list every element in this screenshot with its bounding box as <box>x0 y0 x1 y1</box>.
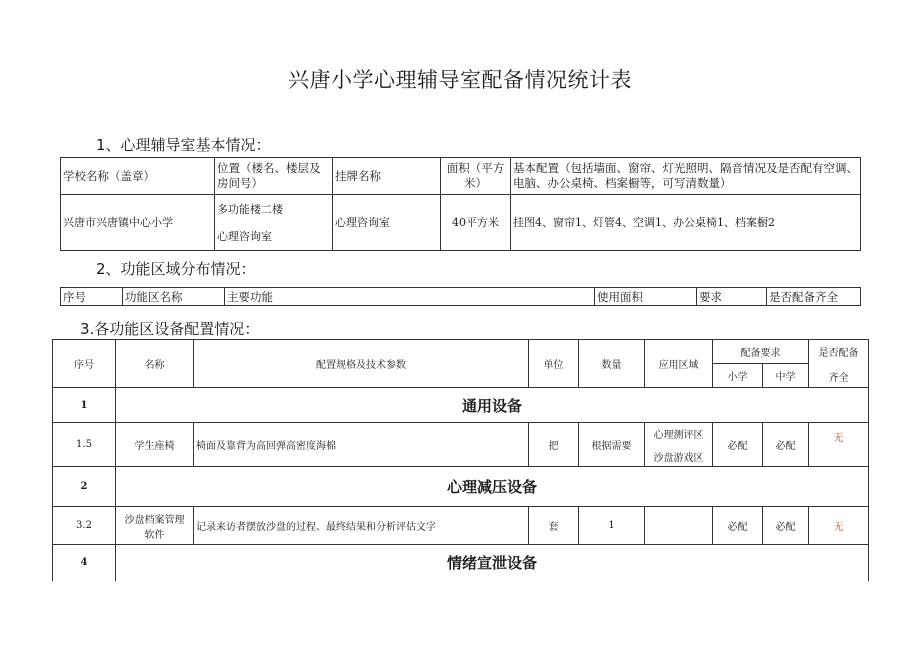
fa-no-header: 序号 <box>61 288 123 306</box>
basic-info-value-row <box>61 195 861 251</box>
config-value <box>511 195 861 251</box>
room-name-value <box>333 195 441 251</box>
eq-item-area <box>645 423 713 467</box>
eq-middle-header: 中学 <box>763 364 809 388</box>
eq-complete-header-line-2: 齐全 <box>828 372 849 384</box>
eq-category-title: 通用设备 <box>116 388 869 423</box>
section-3-heading: 3.各功能区设备配置情况： <box>80 320 260 338</box>
eq-primary-header: 小学 <box>713 364 763 388</box>
eq-qty-header: 数量 <box>579 340 645 388</box>
room-name-header: 挂牌名称 <box>333 158 441 195</box>
eq-item-spec: 记录来访者摆放沙盘的过程、最终结果和分析评估文字 <box>194 507 529 545</box>
eq-no-header: 序号 <box>53 340 116 388</box>
eq-name-header: 名称 <box>116 340 194 388</box>
function-area-header-row <box>61 288 861 306</box>
eq-item-area-line-2: 沙盘游戏区 <box>653 452 704 464</box>
school-name-value <box>61 195 215 251</box>
location-line-1: 多功能楼二楼 <box>217 202 283 216</box>
eq-unit-header: 单位 <box>529 340 579 388</box>
eq-item-name: 学生座椅 <box>116 423 194 467</box>
eq-category-no: 4 <box>53 545 116 581</box>
eq-item-name-line-1: 沙盘档案管理 <box>124 514 185 526</box>
eq-category-no: 1 <box>53 388 116 423</box>
location-value <box>215 195 333 251</box>
area-header: 面积（平方米） <box>441 158 511 195</box>
eq-header-row-1 <box>53 340 869 364</box>
basic-info-header-row <box>61 158 861 195</box>
eq-item-area-line-1: 心理测评区 <box>653 429 704 441</box>
eq-complete-header <box>809 340 869 388</box>
eq-item-no: 1.5 <box>53 423 116 467</box>
eq-category-title: 情绪宣泄设备 <box>116 545 869 581</box>
area-text: 40平方米 <box>452 216 499 229</box>
eq-spec-header: 配置规格及技术参数 <box>194 340 529 388</box>
page-title: 兴唐小学心理辅导室配备情况统计表 <box>288 68 632 92</box>
section-1-heading: 1、心理辅导室基本情况： <box>96 136 271 154</box>
eq-category-no: 2 <box>53 467 116 507</box>
eq-item-complete: 无 <box>809 507 869 545</box>
eq-req-header: 配备要求 <box>713 340 809 364</box>
eq-category-row <box>53 467 869 507</box>
fa-name-header: 功能区名称 <box>123 288 225 306</box>
eq-item-row <box>53 423 869 467</box>
school-name-text: 兴唐市兴唐镇中心小学 <box>63 216 173 229</box>
eq-category-title: 心理减压设备 <box>116 467 869 507</box>
eq-category-row <box>53 388 869 423</box>
eq-item-qty: 根据需要 <box>579 423 645 467</box>
eq-category-row <box>53 545 869 581</box>
eq-item-qty: 1 <box>579 507 645 545</box>
function-area-table <box>60 287 861 306</box>
eq-item-no: 3.2 <box>53 507 116 545</box>
eq-item-primary: 必配 <box>713 423 763 467</box>
eq-area-header: 应用区域 <box>645 340 713 388</box>
section-2-heading: 2、功能区域分布情况： <box>96 260 256 278</box>
eq-item-name <box>116 507 194 545</box>
fa-function-header: 主要功能 <box>225 288 595 306</box>
eq-item-middle: 必配 <box>763 423 809 467</box>
eq-item-unit: 把 <box>529 423 579 467</box>
eq-item-primary: 必配 <box>713 507 763 545</box>
fa-area-header: 使用面积 <box>595 288 697 306</box>
eq-item-row <box>53 507 869 545</box>
school-name-header: 学校名称（盖章） <box>61 158 215 195</box>
eq-item-area <box>645 507 713 545</box>
equipment-table <box>52 339 869 581</box>
location-line-2: 心理咨询室 <box>217 229 272 243</box>
fa-req-header: 要求 <box>697 288 767 306</box>
config-header: 基本配置（包括墙面、窗帘、灯光照明、隔音情况及是否配有空调、电脑、办公桌椅、档案橱等，可写清数量） <box>511 158 861 195</box>
config-text: 挂图4、窗帘1、灯管4、空调1、办公桌椅1、档案橱2 <box>513 216 775 229</box>
fa-complete-header: 是否配备齐全 <box>767 288 861 306</box>
eq-item-unit: 套 <box>529 507 579 545</box>
eq-item-middle: 必配 <box>763 507 809 545</box>
area-value <box>441 195 511 251</box>
basic-info-table <box>60 157 861 251</box>
eq-complete-header-line-1: 是否配备 <box>818 347 859 359</box>
room-name-text: 心理咨询室 <box>335 216 390 229</box>
eq-item-name-line-2: 软件 <box>144 529 165 541</box>
eq-item-complete: 无 <box>809 423 869 467</box>
location-header: 位置（楼名、楼层及房间号） <box>215 158 333 195</box>
eq-item-spec: 椅面及靠背为高回弹高密度海棉 <box>194 423 529 467</box>
